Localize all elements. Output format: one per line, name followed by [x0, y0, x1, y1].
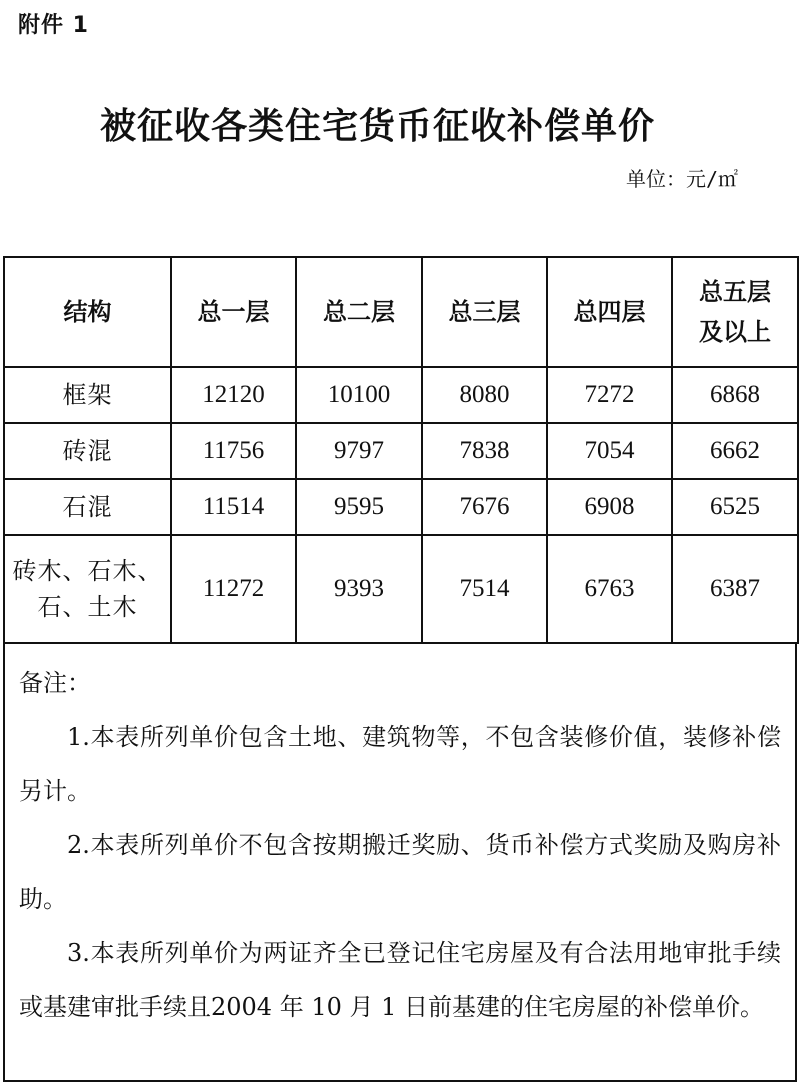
table-cell: 10100	[296, 367, 422, 423]
compensation-price-table	[3, 256, 799, 644]
table-cell: 6763	[547, 535, 672, 643]
table-row	[4, 367, 798, 423]
note-item-3: 3.本表所列单价为两证齐全已登记住宅房屋及有合法用地审批手续或基建审批手续且2004 年 10 月 1 日前基建的住宅房屋的补偿单价。	[19, 939, 781, 1021]
table-cell: 9393	[296, 535, 422, 643]
table-cell: 11514	[171, 479, 296, 535]
unit-label: 单位：元/㎡	[625, 167, 738, 191]
table-cell: 7838	[422, 423, 547, 479]
note-item-2: 2.本表所列单价不包含按期搬迁奖励、货币补偿方式奖励及购房补助。	[19, 831, 781, 913]
column-header-floor-5-line-1: 总五层	[699, 278, 771, 306]
table-cell: 7676	[422, 479, 547, 535]
row-structure-line-2: 石、土木	[37, 593, 138, 621]
table-cell: 6387	[672, 535, 798, 643]
column-header-floor-5-plus	[672, 257, 798, 367]
table-header-row	[4, 257, 798, 367]
attachment-label: 附件 1	[18, 13, 89, 38]
note-item-1: 1.本表所列单价包含土地、建筑物等，不包含装修价值，装修补偿另计。	[19, 723, 781, 805]
column-header-floor-5-line-2: 及以上	[699, 318, 771, 346]
table-cell: 6868	[672, 367, 798, 423]
column-header-floor-2: 总二层	[296, 257, 422, 367]
column-header-floor-4: 总四层	[547, 257, 672, 367]
table-cell: 7272	[547, 367, 672, 423]
column-header-floor-1: 总一层	[171, 257, 296, 367]
table-row	[4, 423, 798, 479]
document-title: 被征收各类住宅货币征收补偿单价	[99, 106, 655, 147]
table-cell: 9595	[296, 479, 422, 535]
table-cell: 9797	[296, 423, 422, 479]
table-cell: 6662	[672, 423, 798, 479]
column-header-structure: 结构	[4, 257, 171, 367]
table-cell: 8080	[422, 367, 547, 423]
table-cell: 11272	[171, 535, 296, 643]
table-cell: 6525	[672, 479, 798, 535]
row-structure	[4, 535, 171, 643]
table-cell: 7054	[547, 423, 672, 479]
table-cell: 7514	[422, 535, 547, 643]
notes-box	[3, 642, 797, 1082]
notes-heading: 备注：	[19, 669, 91, 697]
table-row	[4, 479, 798, 535]
row-structure: 石混	[4, 479, 171, 535]
row-structure: 框架	[4, 367, 171, 423]
table-cell: 6908	[547, 479, 672, 535]
table-row	[4, 535, 798, 643]
table-cell: 11756	[171, 423, 296, 479]
table-cell: 12120	[171, 367, 296, 423]
row-structure-line-1: 砖木、石木、	[12, 557, 163, 585]
column-header-floor-3: 总三层	[422, 257, 547, 367]
row-structure: 砖混	[4, 423, 171, 479]
